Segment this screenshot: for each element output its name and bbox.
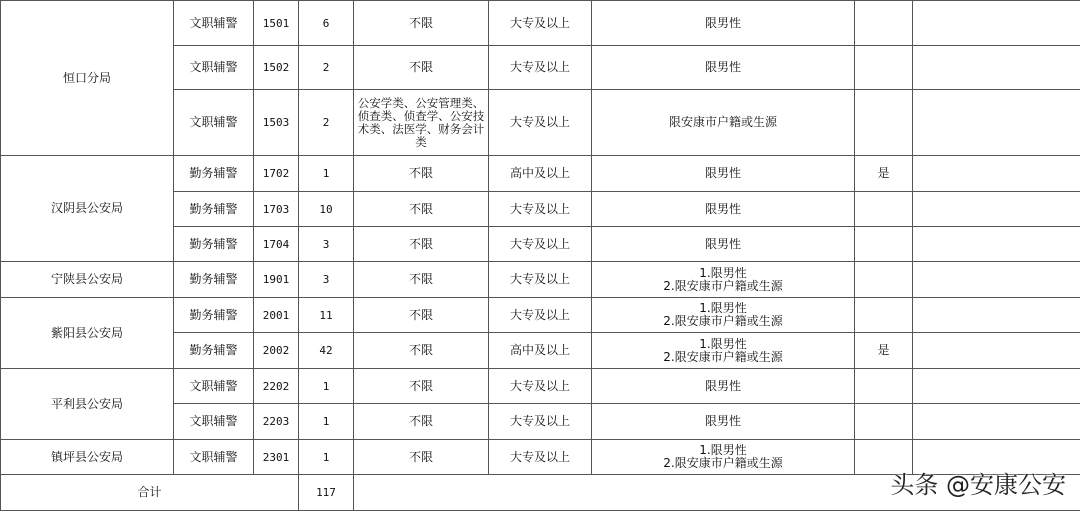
table-row bbox=[1, 369, 1080, 404]
code-cell: 1501 bbox=[254, 1, 299, 46]
extra-cell: 是 bbox=[855, 333, 913, 369]
major-cell: 不限 bbox=[354, 1, 489, 46]
requirement-line: 限男性 bbox=[594, 415, 852, 428]
requirement-line: 2.限安康市户籍或生源 bbox=[594, 280, 852, 293]
note-cell bbox=[913, 369, 1080, 404]
requirement-line: 限安康市户籍或生源 bbox=[594, 116, 852, 129]
code-cell: 2002 bbox=[254, 333, 299, 369]
education-cell: 大专及以上 bbox=[489, 192, 592, 227]
requirement-cell bbox=[592, 156, 855, 192]
requirement-cell bbox=[592, 227, 855, 262]
count-cell: 3 bbox=[299, 262, 354, 298]
major-cell: 公安学类、公安管理类、侦查类、侦查学、公安技术类、法医学、财务会计类 bbox=[354, 90, 489, 156]
post-cell: 文职辅警 bbox=[174, 404, 254, 440]
extra-cell bbox=[855, 227, 913, 262]
education-cell: 大专及以上 bbox=[489, 298, 592, 333]
extra-cell bbox=[855, 404, 913, 440]
count-cell: 2 bbox=[299, 90, 354, 156]
education-cell: 大专及以上 bbox=[489, 46, 592, 90]
major-cell: 不限 bbox=[354, 440, 489, 475]
post-cell: 勤务辅警 bbox=[174, 192, 254, 227]
unit-cell-hanyin: 汉阴县公安局 bbox=[1, 156, 174, 262]
table-row bbox=[1, 1, 1080, 46]
code-cell: 1502 bbox=[254, 46, 299, 90]
post-cell: 文职辅警 bbox=[174, 46, 254, 90]
requirement-line: 限男性 bbox=[594, 238, 852, 251]
count-cell: 1 bbox=[299, 369, 354, 404]
post-cell: 勤务辅警 bbox=[174, 156, 254, 192]
major-cell: 不限 bbox=[354, 227, 489, 262]
requirement-line: 限男性 bbox=[594, 167, 852, 180]
requirement-line: 1.限男性 bbox=[594, 267, 852, 280]
requirement-cell bbox=[592, 440, 855, 475]
code-cell: 2203 bbox=[254, 404, 299, 440]
count-cell: 42 bbox=[299, 333, 354, 369]
education-cell: 大专及以上 bbox=[489, 1, 592, 46]
total-count: 117 bbox=[299, 475, 354, 511]
note-cell bbox=[913, 262, 1080, 298]
major-cell: 不限 bbox=[354, 192, 489, 227]
requirement-line: 1.限男性 bbox=[594, 338, 852, 351]
note-cell bbox=[913, 298, 1080, 333]
watermark: 头条 @安康公安 bbox=[890, 465, 1066, 500]
unit-cell-ziyang: 紫阳县公安局 bbox=[1, 298, 174, 369]
note-cell bbox=[913, 192, 1080, 227]
count-cell: 1 bbox=[299, 404, 354, 440]
education-cell: 高中及以上 bbox=[489, 333, 592, 369]
requirement-line: 2.限安康市户籍或生源 bbox=[594, 315, 852, 328]
count-cell: 10 bbox=[299, 192, 354, 227]
note-cell bbox=[913, 1, 1080, 46]
requirement-cell bbox=[592, 1, 855, 46]
extra-cell bbox=[855, 90, 913, 156]
requirement-line: 1.限男性 bbox=[594, 302, 852, 315]
requirement-line: 限男性 bbox=[594, 61, 852, 74]
major-cell: 不限 bbox=[354, 262, 489, 298]
requirement-line: 2.限安康市户籍或生源 bbox=[594, 351, 852, 364]
note-cell bbox=[913, 156, 1080, 192]
extra-cell bbox=[855, 262, 913, 298]
post-cell: 勤务辅警 bbox=[174, 298, 254, 333]
count-cell: 3 bbox=[299, 227, 354, 262]
major-cell: 不限 bbox=[354, 46, 489, 90]
requirement-cell bbox=[592, 404, 855, 440]
note-cell bbox=[913, 404, 1080, 440]
education-cell: 大专及以上 bbox=[489, 262, 592, 298]
requirement-line: 2.限安康市户籍或生源 bbox=[594, 457, 852, 470]
count-cell: 11 bbox=[299, 298, 354, 333]
post-cell: 文职辅警 bbox=[174, 440, 254, 475]
count-cell: 2 bbox=[299, 46, 354, 90]
extra-cell bbox=[855, 369, 913, 404]
code-cell: 1702 bbox=[254, 156, 299, 192]
education-cell: 大专及以上 bbox=[489, 440, 592, 475]
requirement-cell bbox=[592, 90, 855, 156]
code-cell: 2202 bbox=[254, 369, 299, 404]
unit-cell-hengkou: 恒口分局 bbox=[1, 1, 174, 156]
note-cell bbox=[913, 46, 1080, 90]
requirement-cell bbox=[592, 46, 855, 90]
unit-cell-ningshan: 宁陕县公安局 bbox=[1, 262, 174, 298]
education-cell: 大专及以上 bbox=[489, 369, 592, 404]
code-cell: 2301 bbox=[254, 440, 299, 475]
major-cell: 不限 bbox=[354, 298, 489, 333]
note-cell bbox=[913, 227, 1080, 262]
major-cell: 不限 bbox=[354, 333, 489, 369]
post-cell: 文职辅警 bbox=[174, 1, 254, 46]
count-cell: 1 bbox=[299, 440, 354, 475]
unit-cell-pingli: 平利县公安局 bbox=[1, 369, 174, 440]
note-cell bbox=[913, 90, 1080, 156]
extra-cell bbox=[855, 298, 913, 333]
requirement-cell bbox=[592, 192, 855, 227]
code-cell: 1704 bbox=[254, 227, 299, 262]
post-cell: 勤务辅警 bbox=[174, 262, 254, 298]
requirement-cell bbox=[592, 298, 855, 333]
post-cell: 文职辅警 bbox=[174, 369, 254, 404]
post-cell: 勤务辅警 bbox=[174, 227, 254, 262]
major-cell: 不限 bbox=[354, 369, 489, 404]
education-cell: 高中及以上 bbox=[489, 156, 592, 192]
code-cell: 1901 bbox=[254, 262, 299, 298]
count-cell: 1 bbox=[299, 156, 354, 192]
code-cell: 1503 bbox=[254, 90, 299, 156]
requirement-line: 限男性 bbox=[594, 203, 852, 216]
note-cell bbox=[913, 333, 1080, 369]
count-cell: 6 bbox=[299, 1, 354, 46]
code-cell: 2001 bbox=[254, 298, 299, 333]
table-row bbox=[1, 298, 1080, 333]
extra-cell bbox=[855, 46, 913, 90]
unit-cell-zhenping: 镇坪县公安局 bbox=[1, 440, 174, 475]
code-cell: 1703 bbox=[254, 192, 299, 227]
extra-cell bbox=[855, 1, 913, 46]
major-cell: 不限 bbox=[354, 156, 489, 192]
requirement-line: 限男性 bbox=[594, 380, 852, 393]
major-cell: 不限 bbox=[354, 404, 489, 440]
education-cell: 大专及以上 bbox=[489, 227, 592, 262]
post-cell: 勤务辅警 bbox=[174, 333, 254, 369]
requirement-cell bbox=[592, 369, 855, 404]
extra-cell: 是 bbox=[855, 156, 913, 192]
table-row bbox=[1, 262, 1080, 298]
table-row bbox=[1, 156, 1080, 192]
extra-cell bbox=[855, 192, 913, 227]
requirement-line: 1.限男性 bbox=[594, 444, 852, 457]
requirement-cell bbox=[592, 333, 855, 369]
post-cell: 文职辅警 bbox=[174, 90, 254, 156]
requirement-cell bbox=[592, 262, 855, 298]
education-cell: 大专及以上 bbox=[489, 404, 592, 440]
education-cell: 大专及以上 bbox=[489, 90, 592, 156]
total-label: 合计 bbox=[1, 475, 299, 511]
requirement-line: 限男性 bbox=[594, 17, 852, 30]
